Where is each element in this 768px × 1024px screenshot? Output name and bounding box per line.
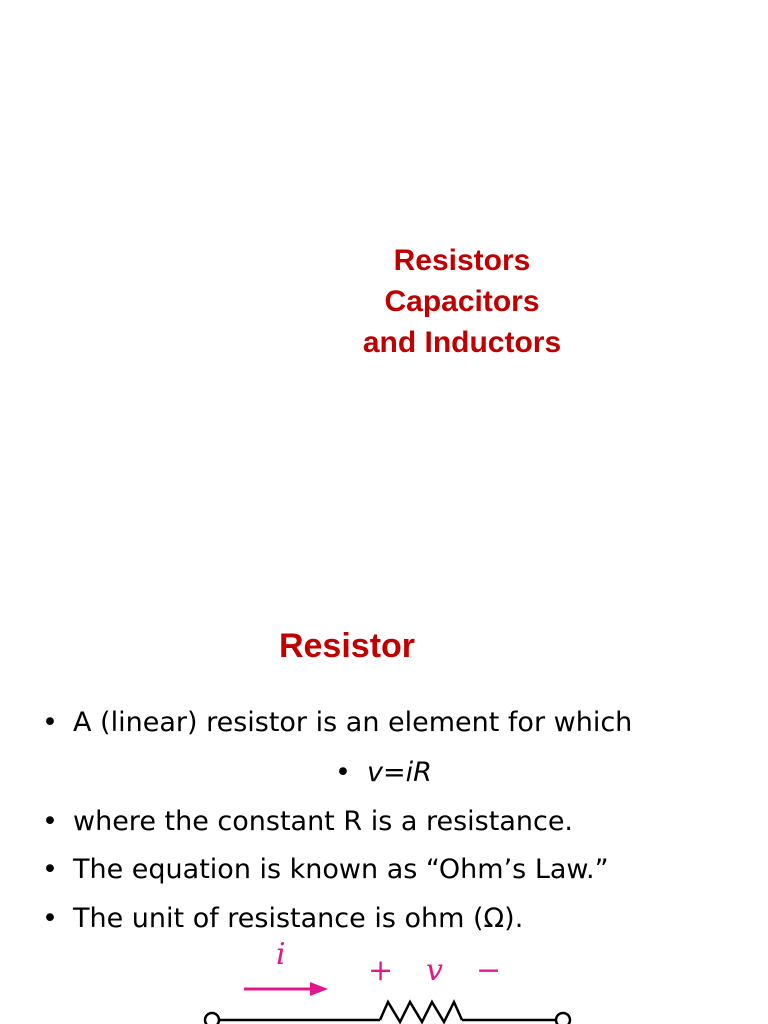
voltage-label: v <box>426 953 443 988</box>
bullet-icon: • <box>42 903 58 934</box>
bullet-text: The unit of resistance is ohm (Ω). <box>73 903 524 934</box>
ohms-law-equation: v=iR <box>367 757 432 788</box>
resistor-circuit-diagram <box>196 936 596 1024</box>
slide-title <box>260 240 664 363</box>
resistor-slide <box>0 580 768 1024</box>
current-arrow-icon <box>244 982 328 996</box>
bullet-text: where the constant R is a resistance. <box>73 806 574 837</box>
title-line-inductors: and Inductors <box>362 326 562 359</box>
slide-heading: Resistor <box>278 627 416 665</box>
bullet-text: A (linear) resistor is an element for which <box>73 707 633 738</box>
bullet-text: The equation is known as “Ohm’s Law.” <box>73 854 609 885</box>
minus-label: − <box>476 953 502 988</box>
bullet-icon: • <box>335 757 351 788</box>
plus-label: + <box>368 953 394 988</box>
current-label: i <box>276 937 286 972</box>
bullet-icon: • <box>42 854 58 885</box>
title-line-capacitors: Capacitors <box>384 285 540 318</box>
resistor-wire <box>205 1002 570 1024</box>
bullet-icon: • <box>42 806 58 837</box>
bullet-icon: • <box>42 707 58 738</box>
title-line-resistors: Resistors <box>393 244 531 277</box>
